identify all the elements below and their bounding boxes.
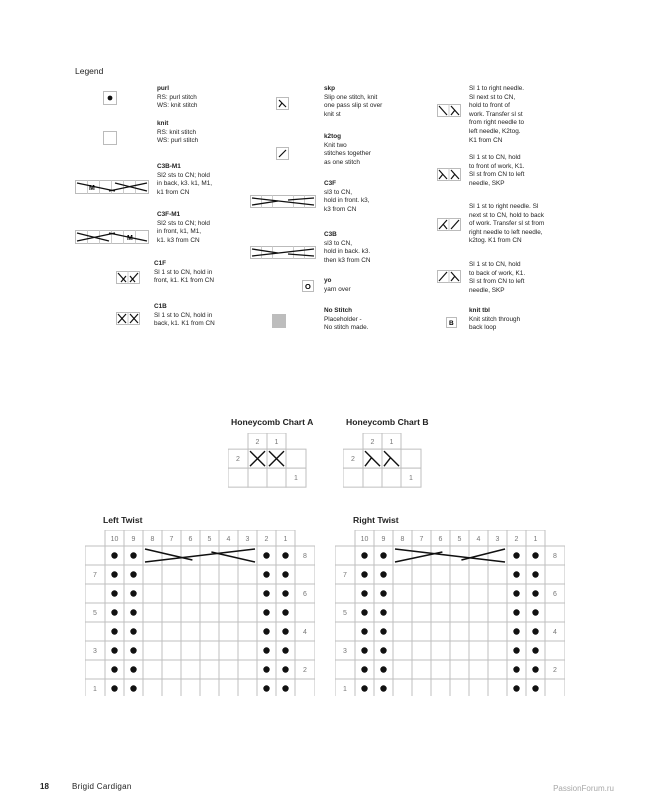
purl-dot — [532, 609, 538, 615]
stitch-cell — [238, 584, 257, 603]
row-label-cell — [85, 660, 105, 679]
stitch-cell — [238, 622, 257, 641]
knit-icon — [103, 131, 117, 145]
purl-dot — [513, 590, 519, 596]
purl-dot — [513, 609, 519, 615]
stitch-cell — [181, 641, 200, 660]
purl-dot — [130, 666, 136, 672]
stitch-cell — [143, 603, 162, 622]
row-number: 2 — [236, 456, 240, 464]
cross-skp-front-icon — [437, 168, 461, 181]
row-label-cell — [85, 584, 105, 603]
column-number: 10 — [360, 536, 369, 543]
stitch-cell — [219, 565, 238, 584]
stitch-cell — [393, 660, 412, 679]
purl-dot — [513, 666, 519, 672]
stitch-cell — [488, 660, 507, 679]
row-label-cell — [401, 449, 421, 468]
legend-entry-yo: yo yarn over — [324, 277, 351, 293]
legend-entry-no-stitch: No Stitch Placeholder - No stitch made. — [324, 307, 369, 332]
row-label-cell — [335, 660, 355, 679]
purl-dot — [361, 666, 367, 672]
purl-dot — [130, 685, 136, 691]
yo-icon — [302, 280, 314, 292]
legend-entry-knit-tbl: knit tbl Knit stitch through back loop — [469, 307, 521, 332]
stitch-cell — [393, 622, 412, 641]
purl-dot — [380, 666, 386, 672]
purl-dot — [282, 666, 288, 672]
stitch-cell — [431, 565, 450, 584]
row-number: 2 — [303, 667, 307, 674]
purl-icon — [103, 91, 117, 105]
row-label-cell — [335, 622, 355, 641]
purl-dot — [130, 647, 136, 653]
honeycomb-b-title: Honeycomb Chart B — [346, 417, 429, 427]
column-number: 9 — [131, 536, 136, 543]
yo-icon-label: O — [305, 282, 311, 291]
purl-dot — [111, 666, 117, 672]
purl-dot — [380, 571, 386, 577]
purl-dot — [111, 590, 117, 596]
stitch-cell — [219, 641, 238, 660]
purl-dot — [263, 666, 269, 672]
purl-dot — [111, 552, 117, 558]
stitch-cell — [382, 468, 401, 487]
purl-dot — [380, 552, 386, 558]
stitch-cell — [181, 603, 200, 622]
legend-entry-c3b: C3B sl3 to CN, hold in back. k3. then k3 from CN — [324, 231, 371, 264]
stitch-cell — [412, 584, 431, 603]
footer-title: Brigid Cardigan — [72, 782, 132, 791]
purl-dot — [263, 647, 269, 653]
knit-tbl-icon-label: B — [449, 320, 454, 328]
c3b-m1-icon-label: M — [89, 185, 95, 192]
stitch-cell — [181, 660, 200, 679]
column-number: 1 — [274, 439, 279, 446]
stitch-cell — [450, 565, 469, 584]
watermark: PassionForum.ru — [553, 784, 614, 793]
purl-dot — [130, 552, 136, 558]
column-number: 3 — [245, 536, 250, 543]
row-number: 6 — [553, 591, 557, 598]
purl-dot — [361, 685, 367, 691]
purl-dot — [282, 685, 288, 691]
stitch-cell — [450, 584, 469, 603]
stitch-cell — [162, 622, 181, 641]
stitch-cell — [431, 679, 450, 696]
row-number: 7 — [93, 572, 97, 579]
legend-entry-c3f: C3F sl3 to CN, hold in front. k3, k3 from CN — [324, 180, 370, 213]
row-label-cell — [545, 679, 565, 696]
k2tog-icon — [276, 147, 289, 160]
purl-dot — [513, 647, 519, 653]
column-number: 1 — [283, 536, 288, 543]
left-twist-chart — [85, 530, 315, 696]
stitch-cell — [238, 660, 257, 679]
row-number: 4 — [553, 629, 557, 636]
column-number: 1 — [533, 536, 538, 543]
stitch-cell — [200, 622, 219, 641]
legend-entry-c3b-m1: C3B-M1 Sl2 sts to CN; hold in back, k3. k1, M1, k1 from CN — [157, 163, 213, 196]
stitch-cell — [162, 603, 181, 622]
purl-dot — [282, 628, 288, 634]
column-number: 7 — [419, 536, 424, 543]
column-number: 5 — [457, 536, 462, 543]
stitch-cell — [238, 565, 257, 584]
column-number: 4 — [226, 536, 231, 543]
stitch-cell — [200, 584, 219, 603]
row-label-cell — [295, 641, 315, 660]
row-number: 5 — [343, 610, 347, 617]
purl-dot — [361, 609, 367, 615]
stitch-cell — [181, 679, 200, 696]
purl-dot — [282, 647, 288, 653]
column-number: 7 — [169, 536, 174, 543]
stitch-cell — [469, 565, 488, 584]
row-number: 2 — [351, 456, 355, 464]
stitch-cell — [219, 622, 238, 641]
stitch-cell — [219, 660, 238, 679]
row-label-cell — [335, 584, 355, 603]
stitch-cell — [181, 584, 200, 603]
stitch-cell — [469, 622, 488, 641]
cross-k2tog-icon — [437, 104, 461, 117]
row-label-cell — [295, 565, 315, 584]
column-number: 2 — [370, 439, 375, 446]
purl-dot — [282, 571, 288, 577]
row-label-cell — [545, 641, 565, 660]
purl-dot — [130, 571, 136, 577]
stitch-cell — [363, 468, 382, 487]
legend-entry-c1f: C1F Sl 1 st to CN, hold in front, k1. K1 from CN — [154, 260, 215, 285]
stitch-cell — [431, 660, 450, 679]
purl-dot — [532, 666, 538, 672]
stitch-cell — [412, 660, 431, 679]
row-label-cell — [335, 546, 355, 565]
stitch-cell — [200, 603, 219, 622]
purl-dot — [380, 628, 386, 634]
honeycomb-a-title: Honeycomb Chart A — [231, 417, 314, 427]
row-number: 3 — [343, 648, 347, 655]
stitch-cell — [488, 603, 507, 622]
purl-dot — [263, 609, 269, 615]
stitch-cell — [143, 584, 162, 603]
column-number: 2 — [255, 439, 260, 446]
purl-dot — [532, 647, 538, 653]
stitch-cell — [238, 641, 257, 660]
purl-dot — [282, 552, 288, 558]
row-number: 1 — [93, 686, 97, 693]
row-number: 8 — [303, 553, 307, 560]
stitch-cell — [469, 641, 488, 660]
column-number: 4 — [476, 536, 481, 543]
row-label-cell — [545, 603, 565, 622]
stitch-cell — [181, 565, 200, 584]
legend-entry-cross-back-skp: Sl 1 st to CN, hold to back of work, K1. Sl st from CN to left needle, SKP — [469, 261, 526, 294]
stitch-cell — [181, 622, 200, 641]
column-number: 6 — [188, 536, 193, 543]
stitch-cell — [238, 603, 257, 622]
legend-entry-skp: skp Slip one stitch, knit one pass slip st over knit st — [324, 85, 383, 118]
legend-entry-purl: purl RS: purl stitch WS: knit stitch — [157, 85, 198, 110]
stitch-cell — [393, 603, 412, 622]
purl-dot — [380, 685, 386, 691]
stitch-cell — [238, 679, 257, 696]
stitch-cell — [143, 565, 162, 584]
row-number: 8 — [553, 553, 557, 560]
column-number: 2 — [514, 536, 519, 543]
stitch-cell — [450, 660, 469, 679]
purl-dot — [111, 628, 117, 634]
row-number: 1 — [343, 686, 347, 693]
legend-entry-knit: knit RS: knit stitch WS: purl stitch — [157, 120, 199, 145]
column-number: 5 — [207, 536, 212, 543]
row-label-cell — [545, 565, 565, 584]
column-number: 8 — [150, 536, 155, 543]
no-stitch-icon — [272, 314, 286, 328]
stitch-cell — [393, 679, 412, 696]
cross-skp-back-icon — [437, 270, 461, 283]
honeycomb-chart-b — [343, 433, 423, 491]
stitch-cell — [412, 622, 431, 641]
c3f-m1-icon-label: M — [127, 235, 133, 242]
purl-dot — [532, 590, 538, 596]
page-number: 18 — [40, 782, 49, 791]
row-number: 4 — [303, 629, 307, 636]
row-label-cell — [85, 622, 105, 641]
purl-dot — [263, 552, 269, 558]
purl-dot — [111, 647, 117, 653]
c3b-m1-icon — [75, 180, 149, 194]
stitch-cell — [450, 603, 469, 622]
row-number: 2 — [553, 667, 557, 674]
stitch-cell — [469, 603, 488, 622]
purl-dot — [513, 685, 519, 691]
legend-entry-k2tog: k2tog Knit two stitches together as one stitch — [324, 133, 371, 166]
stitch-cell — [431, 641, 450, 660]
purl-dot — [513, 628, 519, 634]
stitch-cell — [143, 660, 162, 679]
row-number: 5 — [93, 610, 97, 617]
column-number: 9 — [381, 536, 386, 543]
stitch-cell — [162, 641, 181, 660]
stitch-cell — [219, 679, 238, 696]
stitch-cell — [488, 622, 507, 641]
stitch-cell — [143, 622, 162, 641]
stitch-cell — [200, 565, 219, 584]
left-twist-title: Left Twist — [103, 515, 143, 525]
stitch-cell — [412, 679, 431, 696]
purl-dot — [361, 552, 367, 558]
c3b-icon — [250, 246, 316, 259]
c3f-m1-icon — [75, 230, 149, 244]
purl-dot — [263, 628, 269, 634]
row-number: 1 — [294, 475, 298, 483]
stitch-cell — [412, 565, 431, 584]
stitch-cell — [162, 660, 181, 679]
stitch-cell — [393, 584, 412, 603]
stitch-cell — [219, 603, 238, 622]
row-number: 1 — [409, 475, 413, 483]
stitch-cell — [469, 679, 488, 696]
column-number: 2 — [264, 536, 269, 543]
legend-title: Legend — [75, 66, 104, 76]
column-number: 1 — [389, 439, 394, 446]
row-number: 6 — [303, 591, 307, 598]
stitch-cell — [431, 603, 450, 622]
purl-dot — [513, 571, 519, 577]
honeycomb-chart-a — [228, 433, 308, 491]
stitch-cell — [393, 641, 412, 660]
stitch-cell — [469, 584, 488, 603]
stitch-cell — [143, 679, 162, 696]
purl-dot — [130, 590, 136, 596]
row-label-cell — [295, 679, 315, 696]
legend-entry-c1b: C1B Sl 1 st to CN, hold in back, k1. K1 from CN — [154, 303, 215, 328]
stitch-cell — [450, 622, 469, 641]
column-number: 3 — [495, 536, 500, 543]
purl-dot — [532, 552, 538, 558]
purl-dot — [282, 609, 288, 615]
purl-dot — [380, 647, 386, 653]
row-number: 3 — [93, 648, 97, 655]
column-number: 6 — [438, 536, 443, 543]
stitch-cell — [450, 679, 469, 696]
purl-dot — [361, 628, 367, 634]
purl-dot — [130, 609, 136, 615]
stitch-cell — [488, 679, 507, 696]
stitch-cell — [143, 641, 162, 660]
stitch-cell — [412, 603, 431, 622]
column-number: 10 — [110, 536, 119, 543]
purl-dot — [111, 685, 117, 691]
stitch-cell — [469, 660, 488, 679]
row-label-cell — [295, 603, 315, 622]
c3f-icon — [250, 195, 316, 208]
legend-entry-cross-front-skp: Sl 1 st to CN, hold to front of work, K1. Sl st from CN to left needle, SKP — [469, 154, 525, 187]
purl-dot — [532, 628, 538, 634]
purl-dot — [361, 571, 367, 577]
right-twist-chart — [335, 530, 565, 696]
stitch-cell — [412, 641, 431, 660]
purl-dot — [263, 571, 269, 577]
cross-back-k2tog-icon — [437, 218, 461, 231]
stitch-cell — [488, 584, 507, 603]
purl-dot — [380, 609, 386, 615]
purl-dot — [130, 628, 136, 634]
stitch-cell — [450, 641, 469, 660]
right-twist-title: Right Twist — [353, 515, 399, 525]
legend-entry-cross-front-k2tog: Sl 1 to right needle. Sl next st to CN, hold to front of work. Transfer sl st from right needle to left needle, K2tog. K1 from CN — [469, 85, 525, 144]
stitch-cell — [431, 622, 450, 641]
stitch-cell — [219, 584, 238, 603]
row-label-cell — [343, 468, 363, 487]
purl-dot — [380, 590, 386, 596]
purl-dot — [111, 609, 117, 615]
row-label-cell — [85, 546, 105, 565]
legend-entry-cross-back-k2tog: Sl 1 st to right needle. Sl next st to CN, hold to back of work. Transfer sl st from right needle to left needle, k2tog. K1 from CN — [469, 203, 545, 245]
skp-icon — [276, 97, 289, 110]
stitch-cell — [488, 641, 507, 660]
stitch-cell — [267, 468, 286, 487]
stitch-cell — [200, 660, 219, 679]
purl-dot — [361, 647, 367, 653]
purl-dot — [111, 571, 117, 577]
stitch-cell — [248, 468, 267, 487]
purl-dot — [282, 590, 288, 596]
stitch-cell — [162, 565, 181, 584]
purl-dot — [532, 571, 538, 577]
row-label-cell — [286, 449, 306, 468]
c1f-icon — [116, 271, 140, 284]
purl-dot — [263, 590, 269, 596]
stitch-cell — [162, 679, 181, 696]
purl-dot — [532, 685, 538, 691]
purl-dot — [513, 552, 519, 558]
stitch-cell — [393, 565, 412, 584]
stitch-cell — [488, 565, 507, 584]
purl-dot — [263, 685, 269, 691]
stitch-cell — [200, 641, 219, 660]
legend-entry-c3f-m1: C3F-M1 Sl2 sts to CN; hold in front, k1, M1, k1. k3 from CN — [157, 211, 210, 244]
purl-dot — [361, 590, 367, 596]
row-number: 7 — [343, 572, 347, 579]
c1b-icon — [116, 312, 140, 325]
knit-tbl-icon — [446, 317, 457, 328]
stitch-cell — [200, 679, 219, 696]
stitch-cell — [431, 584, 450, 603]
row-label-cell — [228, 468, 248, 487]
stitch-cell — [162, 584, 181, 603]
column-number: 8 — [400, 536, 405, 543]
